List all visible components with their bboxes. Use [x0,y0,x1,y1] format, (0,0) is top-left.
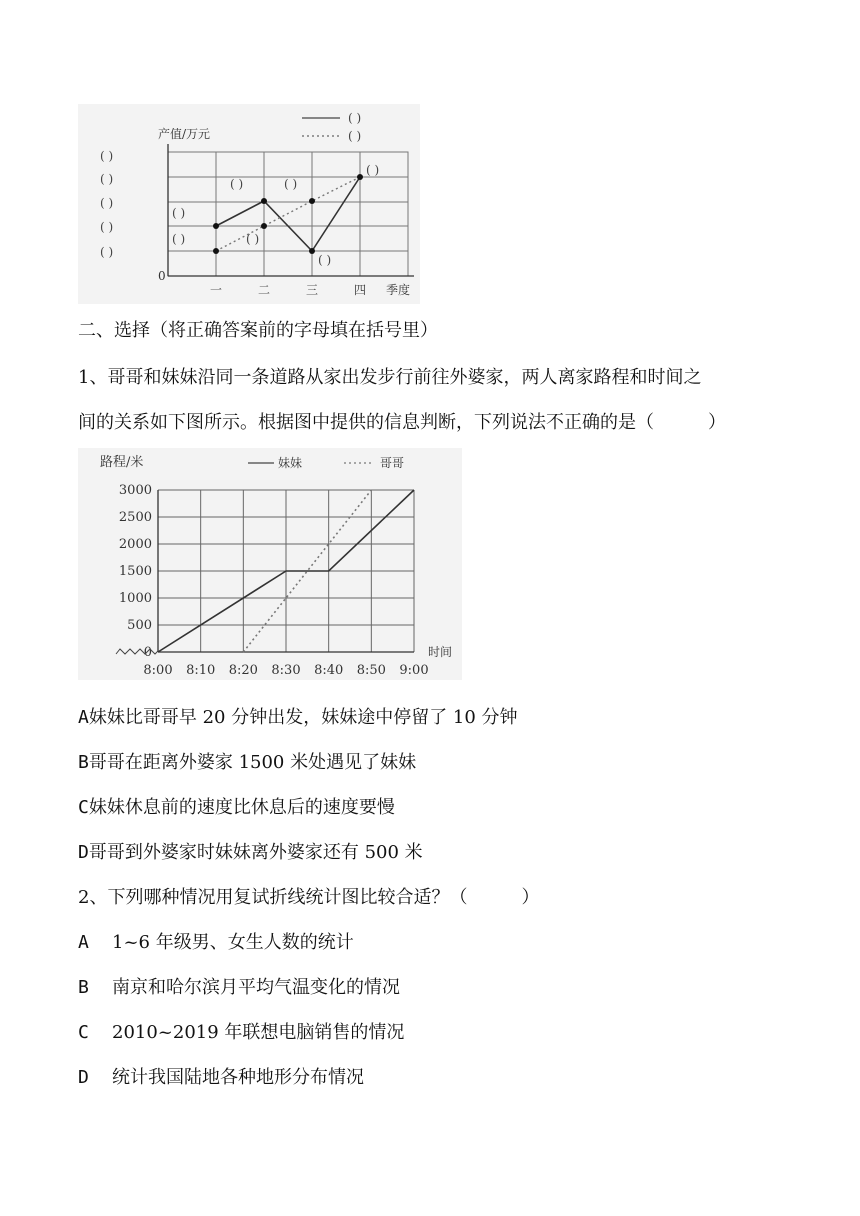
point-blank-7: ( ) [366,163,380,177]
chart-xlabel: 时间 [428,645,453,659]
x-tick-label: 8:30 [271,663,301,678]
option-text: 妹妹比哥哥早 20 分钟出发，妹妹途中停留了 10 分钟 [88,707,518,728]
x-tick-label: 9:00 [399,663,429,678]
x-tick-label: 8:20 [228,663,258,678]
point-blank-5: ( ) [284,177,298,191]
distance-chart-svg [78,448,462,680]
y-tick-label: 0 [143,645,152,660]
option-text: 哥哥到外婆家时妹妹离外婆家还有 500 米 [88,842,423,863]
x-tick-label: 8:40 [314,663,344,678]
option-letter: A [78,707,89,728]
point-dotted-2 [261,223,267,229]
x-tick-3: 三 [306,283,319,297]
y-blank-3: ( ) [100,196,114,210]
y-tick-label: 500 [127,618,152,633]
q2-option-c[interactable] [78,1018,404,1044]
option-text: 妹妹休息前的速度比休息后的速度要慢 [88,797,395,818]
x-tick-4: 四 [354,283,367,297]
figure-distance-chart [78,448,462,680]
point-blank-2: ( ) [172,232,186,246]
point-blank-4: ( ) [246,232,260,246]
legend-solid-bracket: ( ) [348,111,362,125]
q1-option-c[interactable] [78,793,395,819]
option-text: 1~6 年级男、女生人数的统计 [112,932,354,953]
y-blank-4: ( ) [100,220,114,234]
y-tick-label: 3000 [118,483,152,498]
option-text: 统计我国陆地各种地形分布情况 [112,1067,364,1088]
x-tick-1: 一 [210,283,223,297]
legend-brother-label: 哥哥 [380,456,405,470]
option-letter: C [78,1022,89,1043]
option-letter: B [78,752,89,773]
x-tick-label: 8:50 [356,663,386,678]
option-letter: D [78,1067,89,1088]
section-title: 二、选择（将正确答案前的字母填在括号里） [78,320,438,341]
y-blank-5: ( ) [100,245,114,259]
option-text: 南京和哈尔滨月平均气温变化的情况 [112,977,400,998]
x-tick-label: 8:10 [186,663,216,678]
y-tick-label: 1500 [118,564,152,579]
x-tick-2: 二 [258,283,271,297]
point-dotted-3 [309,198,315,204]
y-tick-label: 2500 [118,510,152,525]
y-tick-labels [119,483,152,660]
figure-production-chart [78,104,420,304]
y-blank-2: ( ) [100,172,114,186]
legend-sister-label: 妹妹 [278,456,303,470]
legend-dotted-bracket: ( ) [348,129,362,143]
option-letter: B [78,977,89,998]
q1-option-a[interactable] [78,703,518,729]
y-blank-1: ( ) [100,149,114,163]
point-solid-2 [261,198,267,204]
point-dotted-1 [213,248,219,254]
option-letter: A [78,932,89,953]
x-axis-label: 季度 [386,283,411,297]
q2-text: 2、下列哪种情况用复试折线统计图比较合适？（ ） [78,887,540,908]
q2-option-a[interactable] [78,928,354,954]
x-tick-labels [143,663,428,678]
option-letter: C [78,797,89,818]
q1-option-d[interactable] [78,838,423,864]
q2-option-b[interactable] [78,973,400,999]
point-blank-3: ( ) [230,177,244,191]
q1-text-line1: 1、哥哥和妹妹沿同一条道路从家出发步行前往外婆家，两人离家路程和时间之 [78,367,702,388]
chart-ylabel: 路程/米 [100,455,144,470]
point-solid-4 [357,174,363,180]
point-solid-3 [309,248,315,254]
point-blank-1: ( ) [172,206,186,220]
point-blank-6: ( ) [318,253,332,267]
option-text: 2010~2019 年联想电脑销售的情况 [112,1022,405,1043]
q1-option-b[interactable] [78,748,416,774]
origin-label: 0 [158,269,166,283]
q2-option-d[interactable] [78,1063,364,1089]
option-text: 哥哥在距离外婆家 1500 米处遇见了妹妹 [88,752,417,773]
option-letter: D [78,842,89,863]
point-solid-1 [213,223,219,229]
q1-text-line2: 间的关系如下图所示。根据图中提供的信息判断，下列说法不正确的是（ ） [78,412,726,433]
production-chart-svg [78,104,420,304]
x-tick-label: 8:00 [143,663,173,678]
y-tick-label: 1000 [118,591,152,606]
y-axis-label: 产值/万元 [158,127,211,141]
y-tick-label: 2000 [118,537,152,552]
